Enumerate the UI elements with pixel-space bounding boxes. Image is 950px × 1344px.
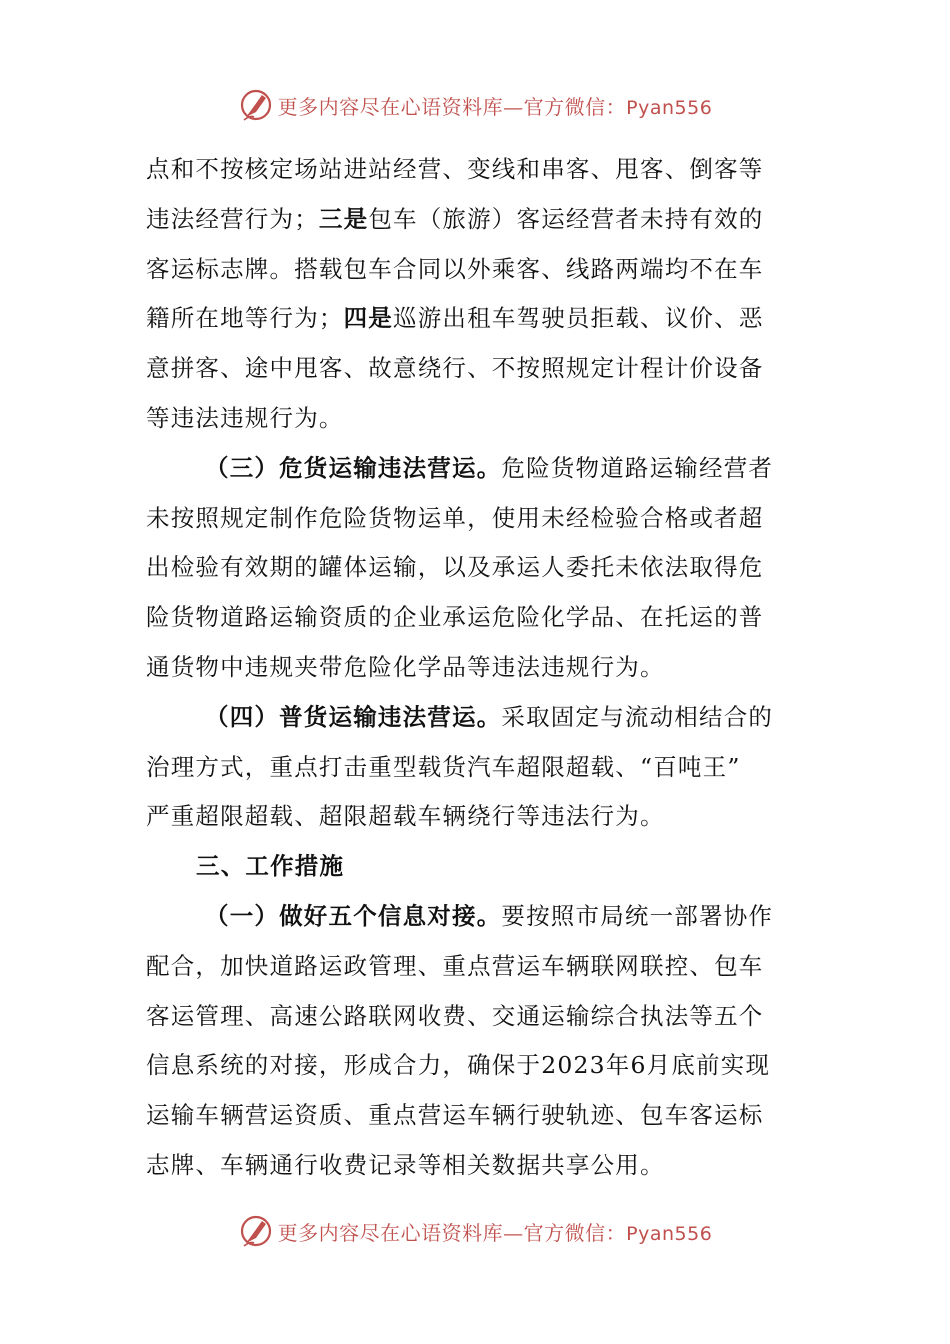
text-line	[146, 892, 792, 942]
header-watermark-banner	[0, 83, 950, 127]
footer-watermark-banner	[0, 1209, 950, 1253]
text-segment: 治理方式，重点打击重型载货汽车超限超载、“百吨王”	[146, 752, 741, 781]
bold-heading-segment: （三）危货运输违法营运。	[205, 453, 502, 482]
text-segment: 籍所在地等行为；	[146, 304, 344, 333]
bold-heading-segment: 三、工作措施	[196, 852, 345, 881]
text-segment: 意拼客、途中甩客、故意绕行、不按照规定计程计价设备	[146, 354, 764, 383]
pen-logo-icon	[238, 87, 274, 123]
text-line	[146, 494, 792, 544]
text-segment: 采取固定与流动相结合的	[501, 702, 774, 731]
bold-heading-segment: 三是	[318, 204, 369, 233]
text-segment: 点和不按核定场站进站经营、变线和串客、甩客、倒客等	[146, 155, 764, 183]
text-segment: 巡游出租车驾驶员拒载、议价、恶	[393, 304, 764, 333]
text-line	[146, 245, 792, 295]
pen-logo-icon	[238, 1213, 274, 1249]
text-segment: 通货物中违规夹带危险化学品等违法违规行为。	[146, 652, 665, 681]
text-line	[146, 743, 792, 793]
text-segment: 配合，加快道路运政管理、重点营运车辆联网联控、包车	[146, 951, 764, 980]
text-line	[146, 1141, 792, 1191]
text-segment: 等违法违规行为。	[146, 403, 344, 432]
text-line	[146, 792, 792, 842]
text-segment: 险货物道路运输资质的企业承运危险化学品、在托运的普	[146, 603, 764, 632]
text-segment: 包车（旅游）客运经营者未持有效的	[368, 204, 764, 233]
bold-heading-segment: （一）做好五个信息对接。	[205, 901, 502, 930]
text-segment: 危险货物道路运输经营者	[501, 453, 774, 482]
text-line	[146, 145, 792, 195]
text-segment: 客运管理、高速公路联网收费、交通运输综合执法等五个	[146, 1001, 764, 1030]
text-line	[146, 842, 792, 892]
text-line	[146, 593, 792, 643]
text-segment: 信息系统的对接，形成合力，确保于2023年6月底前实现	[146, 1051, 771, 1080]
text-line	[146, 643, 792, 693]
text-line	[146, 992, 792, 1042]
text-line	[146, 693, 792, 743]
text-segment: 未按照规定制作危险货物运单，使用未经检验合格或者超	[146, 503, 764, 532]
text-segment: 志牌、车辆通行收费记录等相关数据共享公用。	[146, 1150, 665, 1179]
banner-wechat-id: Pyan556	[626, 1222, 713, 1245]
banner-text: 更多内容尽在心语资料库—官方微信：Pyan556	[277, 1220, 713, 1245]
text-segment: 出检验有效期的罐体运输，以及承运人委托未依法取得危	[146, 553, 764, 582]
bold-heading-segment: （四）普货运输违法营运。	[205, 702, 502, 731]
bold-heading-segment: 四是	[343, 304, 394, 333]
text-line	[146, 444, 792, 494]
text-line	[146, 394, 792, 444]
text-line	[146, 942, 792, 992]
banner-wechat-id: Pyan556	[626, 96, 713, 119]
text-segment: 要按照市局统一部署协作	[501, 901, 774, 930]
text-line	[146, 1041, 792, 1091]
text-line	[146, 1091, 792, 1141]
text-line	[146, 344, 792, 394]
text-segment: 客运标志牌。搭载包车合同以外乘客、线路两端均不在车	[146, 254, 764, 283]
banner-text: 更多内容尽在心语资料库—官方微信：Pyan556	[277, 94, 713, 119]
document-body	[146, 145, 792, 1191]
text-segment: 严重超限超载、超限超载车辆绕行等违法行为。	[146, 802, 665, 831]
text-line	[146, 195, 792, 245]
text-line	[146, 294, 792, 344]
text-line	[146, 543, 792, 593]
text-segment: 违法经营行为；	[146, 204, 319, 233]
text-segment: 运输车辆营运资质、重点营运车辆行驶轨迹、包车客运标	[146, 1101, 764, 1130]
